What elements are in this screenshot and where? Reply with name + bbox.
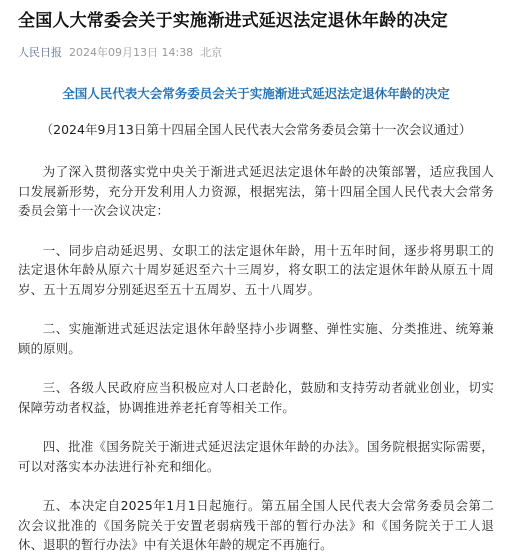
paragraph-item-4: 四、批准《国务院关于渐进式延迟法定退休年龄的办法》。国务院根据实际需要，可以对落实本办法进行补充和细化。 [18,439,494,474]
paragraph-preamble: 为了深入贯彻落实党中央关于渐进式延迟法定退休年龄的决策部署，适应我国人口发展新形势，充分开发利用人力资源，根据宪法，第十四届全国人民代表大会常务委员会第十一次会议决定： [18,164,494,218]
paragraph-item-1: 一、同步启动延迟男、女职工的法定退休年龄，用十五年时间，逐步将男职工的法定退休年龄从原六十周岁延迟至六十三周岁，将女职工的法定退休年龄从原五十周岁、五十五周岁分别延迟至五十五周岁、五十八周岁。 [18,242,494,297]
document-title: 全国人民代表大会常务委员会关于实施渐进式延迟法定退休年龄的决定 [62,86,450,101]
paragraph-item-5: 五、本决定自2025年1月1日起施行。第五届全国人民代表大会常务委员会第二次会议批准的《国务院关于安置老弱病残干部的暂行办法》和《国务院关于工人退休、退职的暂行办法》中有关退休年龄的规定不再施行。 [18,498,494,552]
source-link[interactable]: 人民日报 [18,46,62,59]
paragraph-item-3: 三、各级人民政府应当积极应对人口老龄化，鼓励和支持劳动者就业创业，切实保障劳动者权益，协调推进养老托育等相关工作。 [18,380,494,415]
publish-location: 北京 [200,46,223,59]
paragraph-item-2: 二、实施渐进式延迟法定退休年龄坚持小步调整、弹性实施、分类推进、统筹兼顾的原则。 [18,321,494,356]
article-meta [18,46,494,60]
publish-date: 2024年09月13日 14:38 [69,46,194,59]
document-subtitle: （2024年9月13日第十四届全国人民代表大会常务委员会第十一次会议通过） [40,122,472,137]
article-body [18,162,494,555]
article-title: 全国人大常委会关于实施渐进式延迟法定退休年龄的决定 [18,11,448,31]
